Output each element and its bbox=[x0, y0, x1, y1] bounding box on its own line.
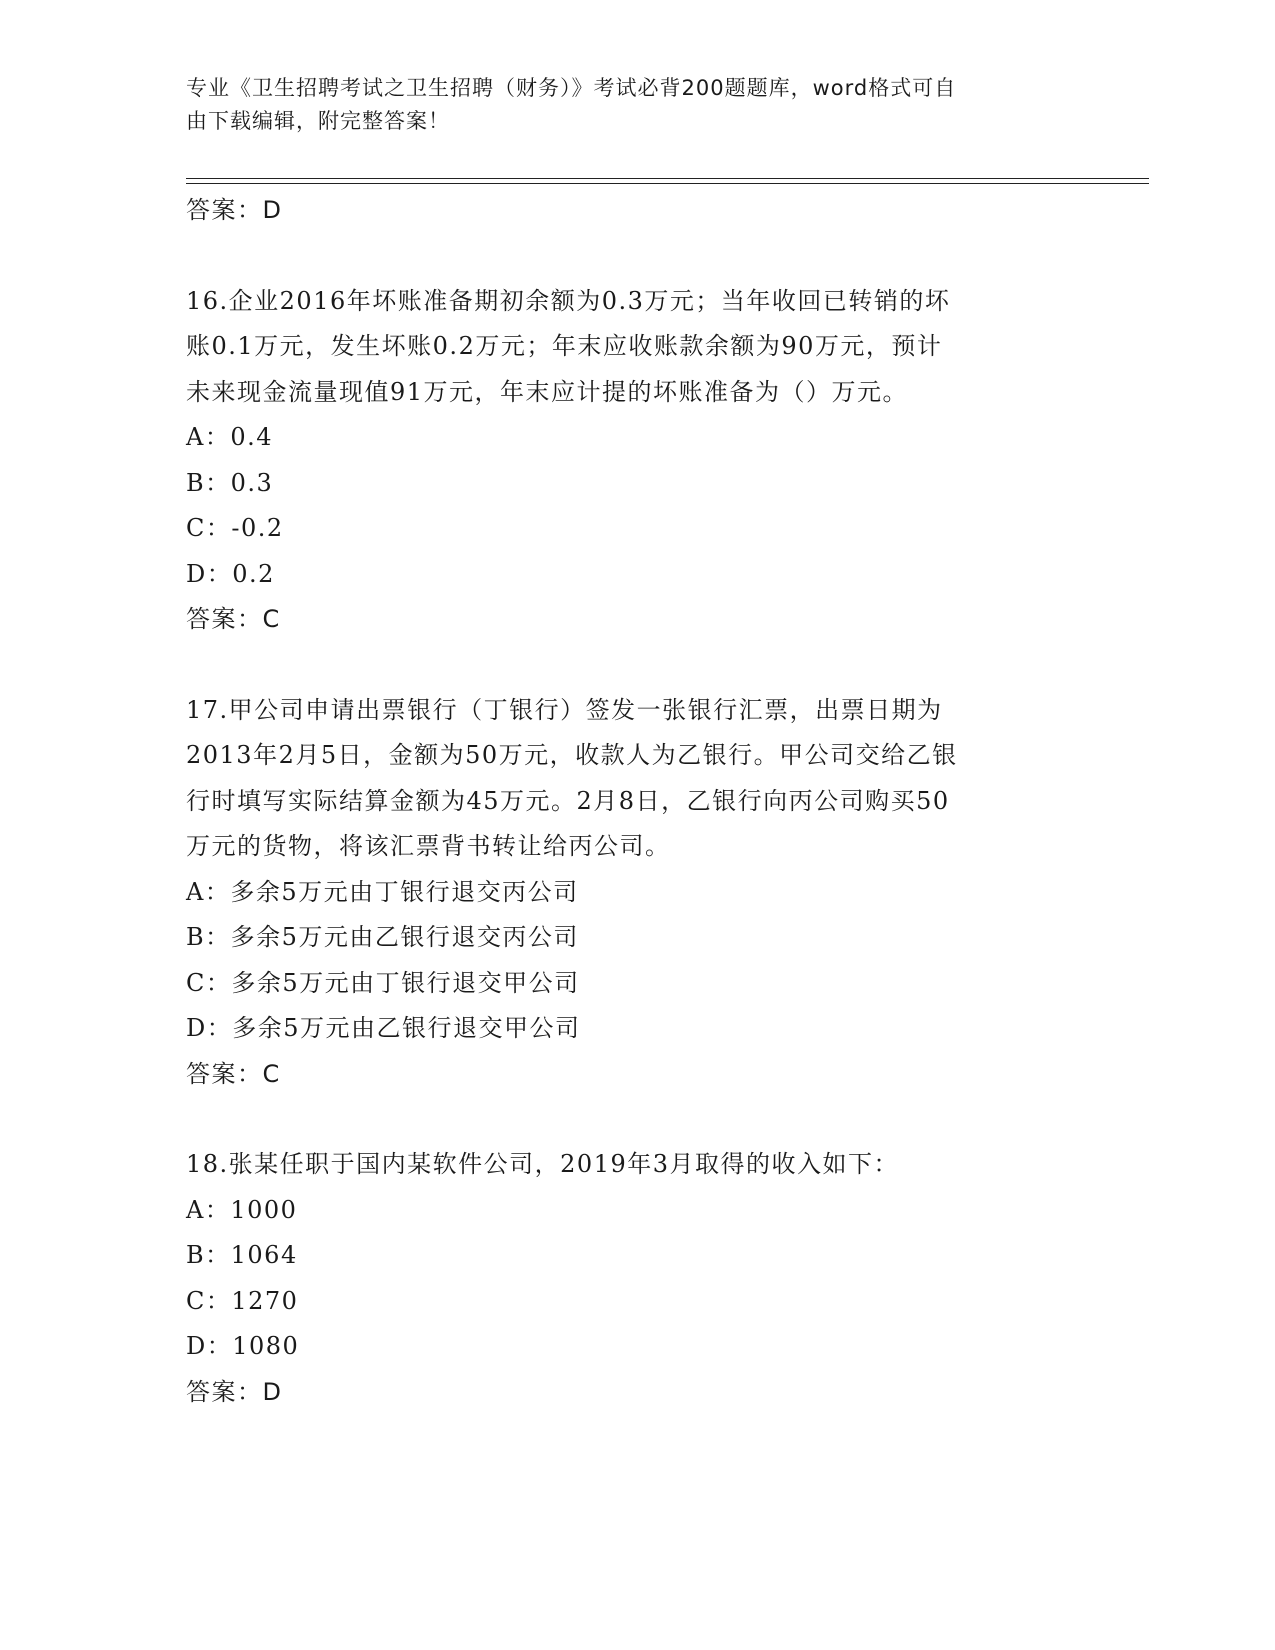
option-d: D：多余5万元由乙银行退交甲公司 bbox=[186, 1014, 581, 1042]
spacer bbox=[186, 1097, 1086, 1142]
spacer bbox=[186, 234, 1086, 279]
spacer bbox=[186, 643, 1086, 688]
header-line-1: 专业《卫生招聘考试之卫生招聘（财务）》考试必背200题题库，word格式可自 bbox=[186, 76, 957, 100]
option-c: C：1270 bbox=[186, 1286, 299, 1315]
previous-answer: 答案：D bbox=[186, 196, 283, 224]
question-16 bbox=[186, 279, 1086, 643]
question-stem-line: 行时填写实际结算金额为45万元。2月8日，乙银行向丙公司购买50 bbox=[186, 786, 950, 815]
option-d: D：1080 bbox=[186, 1332, 300, 1360]
question-stem-line: 2013年2月5日，金额为50万元，收款人为乙银行。甲公司交给乙银 bbox=[186, 741, 958, 769]
option-c: C：-0.2 bbox=[186, 514, 284, 542]
option-a: A：1000 bbox=[186, 1195, 298, 1224]
answer: 答案：C bbox=[186, 605, 281, 633]
question-content bbox=[186, 188, 1086, 1415]
answer: 答案：D bbox=[186, 1377, 283, 1406]
question-17 bbox=[186, 688, 1086, 1098]
document-header bbox=[186, 72, 1066, 138]
option-b: B：0.3 bbox=[186, 468, 274, 497]
question-stem-line: 未来现金流量现值91万元，年末应计提的坏账准备为（）万元。 bbox=[186, 377, 909, 406]
question-stem-line: 17.甲公司申请出票银行（丁银行）签发一张银行汇票，出票日期为 bbox=[186, 695, 943, 724]
question-stem-line: 账0.1万元，发生坏账0.2万元；年末应收账款余额为90万元，预计 bbox=[186, 332, 943, 360]
option-b: B：1064 bbox=[186, 1241, 298, 1269]
question-stem-line: 万元的货物，将该汇票背书转让给丙公司。 bbox=[186, 832, 671, 860]
answer: 答案：C bbox=[186, 1059, 281, 1088]
option-a: A：0.4 bbox=[186, 423, 273, 451]
option-b: B：多余5万元由乙银行退交丙公司 bbox=[186, 923, 579, 951]
option-a: A：多余5万元由丁银行退交丙公司 bbox=[186, 877, 579, 906]
header-divider-bottom bbox=[186, 183, 1149, 184]
question-18 bbox=[186, 1142, 1086, 1415]
option-c: C：多余5万元由丁银行退交甲公司 bbox=[186, 968, 580, 997]
option-d: D：0.2 bbox=[186, 559, 275, 588]
question-stem-line: 16.企业2016年坏账准备期初余额为0.3万元；当年收回已转销的坏 bbox=[186, 286, 951, 315]
header-divider-top bbox=[186, 178, 1149, 179]
header-line-2: 由下载编辑，附完整答案！ bbox=[186, 109, 450, 133]
question-stem-line: 18.张某任职于国内某软件公司，2019年3月取得的收入如下： bbox=[186, 1150, 900, 1178]
